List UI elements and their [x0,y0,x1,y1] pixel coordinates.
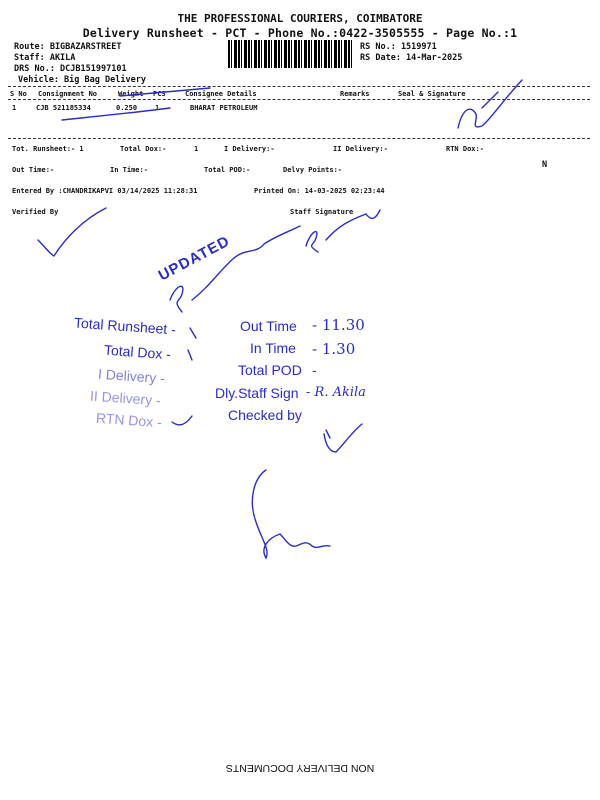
stamp-total-dox: Total Dox - [103,341,172,363]
staff-signature: Staff Signature [290,208,354,216]
col-weight: Weight [118,90,144,98]
stamp-ticks [188,328,196,360]
divider [8,99,590,100]
entered-by: Entered By :CHANDRIKAPVI 03/14/2025 11:28:31 [12,187,198,195]
row-signature-stroke [482,92,498,108]
rtn-dox: RTN Dox:- [446,145,484,153]
non-delivery-documents-footer: NON DELIVERY DOCUMENTS [225,762,375,774]
row-weight: 0.250 [116,104,138,112]
stamp-total-runsheet: Total Runsheet - [73,314,177,338]
stamp-checked-by: Checked by [228,407,302,423]
stamp-total-pod: Total POD [238,362,302,378]
col-seal: Seal & Signature [398,90,466,98]
bottom-signature [252,470,330,558]
drs-number: DRS No.: DCJB151997101 [14,64,127,74]
vehicle-label: Vehicle: Big Bag Delivery [18,75,146,85]
delvy-points: Delvy Points:- [283,166,343,174]
out-time: Out Time:- [12,166,55,174]
rs-date: RS Date: 14-Mar-2025 [360,53,463,63]
row-consignee: BHARAT PETROLEUM [190,104,258,112]
stamp-ii-delivery: II Delivery - [89,387,162,409]
stamp-rtn-dox: RTN Dox - [95,409,163,431]
runsheet-subtitle: Delivery Runsheet - PCT - Phone No.:0422-3505555 - Page No.:1 [82,26,518,40]
barcode [228,40,354,68]
handwritten-in-time: - 1.30 [312,340,356,358]
checked-by-mark [324,424,362,452]
route-label: Route: BIGBAZARSTREET [14,42,122,52]
company-title: THE PROFESSIONAL COURIERS, COIMBATORE [177,12,423,25]
stamp-in-time: In Time [250,340,296,356]
handwritten-total-pod: - [312,362,317,378]
handwritten-staff-sign: - R. Akila [306,385,366,400]
stamp-rtn-tick [172,416,192,425]
row-sno: 1 [12,104,17,112]
col-remarks: Remarks [340,90,370,98]
divider [8,138,590,139]
row-pcs: 1 [155,104,160,112]
col-sno: S No [10,90,27,98]
col-consignment: Consignment No [38,90,98,98]
staff-label: Staff: AKILA [14,53,76,63]
printed-on: Printed On: 14-03-2025 02:23:44 [254,187,385,195]
total-pod: Total POD:- [204,166,251,174]
ii-delivery: II Delivery:- [333,145,388,153]
handwriting-akila [306,210,380,252]
stamp-dly-staff-sign: Dly.Staff Sign [215,385,299,401]
i-delivery: I Delivery:- [224,145,275,153]
col-consignee: Consignee Details [185,90,257,98]
in-time: In Time:- [110,166,148,174]
stamp-out-time: Out Time [240,318,297,334]
handwritten-out-time: - 11.30 [312,316,365,334]
verified-by: Verified By [12,208,59,216]
stamp-i-delivery: I Delivery - [97,365,166,387]
col-pcs: PCS [153,90,166,98]
row-signature [458,80,522,128]
divider [8,86,590,87]
updated-stamp: UPDATED [155,232,233,285]
tot-dox: Total Dox:- [120,145,167,153]
rs-number: RS No.: 1519971 [360,42,437,52]
n-mark: N [542,160,548,170]
row-consignment: CJB 521185334 [36,104,91,112]
tot-runsheet: Tot. Runsheet:- 1 [12,145,84,153]
tot-dox-value: 1 [194,145,199,153]
